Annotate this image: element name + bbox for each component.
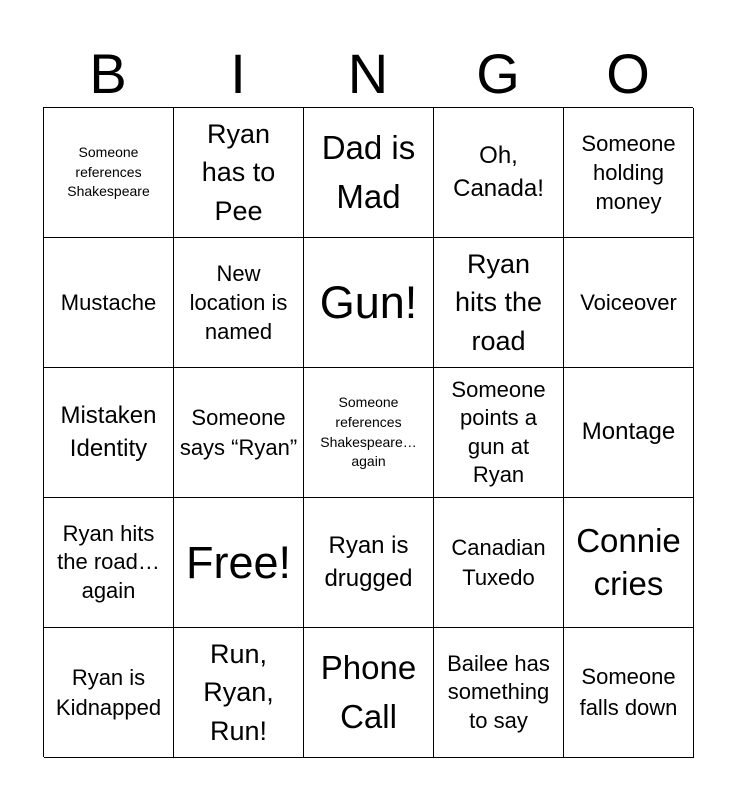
cell-text: New location is named — [189, 260, 288, 345]
cell-text: Ryan hits the road — [454, 249, 543, 356]
bingo-cell[interactable] — [434, 498, 564, 628]
cell-text: Canadian Tuxedo — [451, 535, 546, 590]
bingo-cell[interactable] — [174, 498, 304, 628]
header-letter-i: I — [230, 42, 246, 105]
cell-text: Someone references Shakespeare… again — [320, 394, 417, 470]
bingo-cell[interactable] — [304, 368, 434, 498]
cell-text: Voiceover — [580, 289, 677, 315]
header-letter-o: O — [606, 42, 650, 105]
bingo-header — [43, 40, 693, 108]
cell-text: Mustache — [60, 289, 157, 315]
bingo-cell[interactable] — [44, 238, 174, 368]
cell-text: Mistaken Identity — [60, 402, 157, 462]
bingo-cell[interactable] — [304, 108, 434, 238]
cell-text: Bailee has something to say — [447, 651, 550, 733]
bingo-cell[interactable] — [44, 498, 174, 628]
cell-text: Ryan hits the road… again — [57, 521, 160, 603]
cell-text: Someone falls down — [579, 663, 678, 720]
cell-text: Someone points a gun at Ryan — [451, 377, 546, 487]
bingo-cell[interactable] — [434, 368, 564, 498]
bingo-cell[interactable] — [174, 108, 304, 238]
bingo-cell[interactable] — [564, 238, 694, 368]
cell-text: Phone Call — [320, 648, 417, 735]
cell-text: Ryan has to Pee — [201, 119, 276, 226]
cell-text: Oh, Canada! — [453, 142, 544, 202]
bingo-cell[interactable] — [304, 628, 434, 758]
cell-text: Connie cries — [576, 521, 681, 602]
bingo-cell[interactable] — [564, 108, 694, 238]
bingo-cell[interactable] — [564, 628, 694, 758]
bingo-cell[interactable] — [44, 368, 174, 498]
bingo-cell[interactable] — [174, 628, 304, 758]
bingo-cell[interactable] — [564, 368, 694, 498]
bingo-cell[interactable] — [304, 238, 434, 368]
bingo-cell[interactable] — [174, 368, 304, 498]
cell-text: Someone references Shakespeare — [67, 144, 150, 200]
cell-text: Ryan is drugged — [324, 532, 413, 592]
cell-text: Someone holding money — [581, 130, 676, 215]
bingo-cell[interactable] — [44, 108, 174, 238]
bingo-board — [43, 107, 693, 757]
bingo-cell[interactable] — [44, 628, 174, 758]
cell-text: Free! — [185, 536, 292, 588]
cell-text: Someone says “Ryan” — [179, 405, 298, 460]
bingo-cell[interactable] — [434, 628, 564, 758]
header-letter-g: G — [476, 42, 520, 105]
header-letter-n: N — [347, 42, 389, 105]
bingo-cell[interactable] — [434, 238, 564, 368]
bingo-cell[interactable] — [174, 238, 304, 368]
cell-text: Dad is Mad — [321, 128, 416, 215]
bingo-cell[interactable] — [564, 498, 694, 628]
cell-text: Ryan is Kidnapped — [55, 665, 162, 720]
cell-text: Run, Ryan, Run! — [203, 639, 274, 746]
header-letter-b: B — [89, 42, 127, 105]
cell-text: Montage — [581, 418, 676, 446]
cell-text: Gun! — [319, 276, 418, 328]
bingo-cell[interactable] — [304, 498, 434, 628]
bingo-cell[interactable] — [434, 108, 564, 238]
